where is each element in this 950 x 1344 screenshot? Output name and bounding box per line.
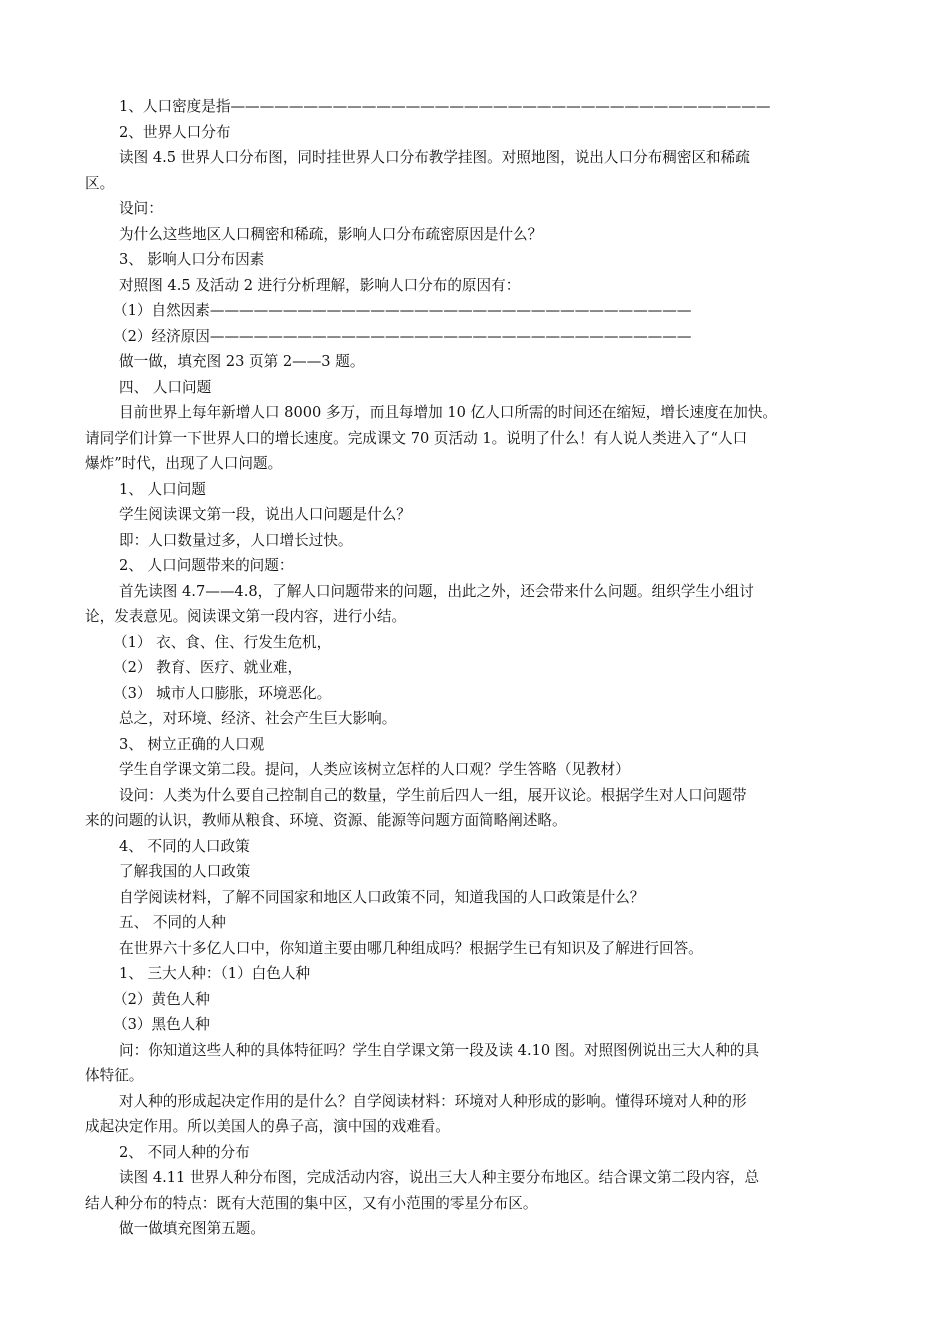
paragraph-read-figures-cont: 论，发表意见。阅读课文第一段内容，进行小结。 bbox=[85, 608, 407, 625]
paragraph-read-figure-4-11: 读图 4.11 世界人种分布图，完成活动内容，说出三大人种主要分布地区。结合课文第二段内容，总 bbox=[119, 1169, 760, 1186]
list-item-education: （2） 教育、医疗、就业难， bbox=[113, 659, 303, 676]
paragraph-population-growth-cont2: 爆炸”时代，出现了人口问题。 bbox=[85, 455, 283, 472]
paragraph-population-growth: 目前世界上每年新增人口 8000 多万，而且每增加 10 亿人口所需的时间还在缩短，增长速度在加快。 bbox=[119, 404, 778, 421]
list-item-black-race: （3）黑色人种 bbox=[113, 1016, 210, 1033]
item-economic-reasons: （2）经济原因————————————————————————————————— bbox=[113, 327, 692, 345]
heading-different-races: 五、 不同的人种 bbox=[119, 914, 226, 931]
paragraph-factors-analysis: 对照图 4.5 及活动 2 进行分析理解，影响人口分布的原因有： bbox=[119, 276, 521, 294]
paragraph-our-policy: 了解我国的人口政策 bbox=[119, 863, 251, 880]
exercise-fill-map: 做一做，填充图 23 页第 2——3 题。 bbox=[119, 353, 365, 370]
paragraph-race-features-cont: 体特征。 bbox=[85, 1067, 144, 1084]
paragraph-discussion-cont: 来的问题的认识，教师从粮食、环境、资源、能源等问题方面简略阐述略。 bbox=[85, 812, 567, 829]
subheading-problems-caused: 2、 人口问题带来的问题： bbox=[119, 557, 294, 574]
paragraph-races-question: 在世界六十多亿人口中，你知道主要由哪几种组成吗？根据学生已有知识及了解进行回答。 bbox=[119, 939, 703, 957]
paragraph-race-features: 问：你知道这些人种的具体特征吗？学生自学课文第一段及读 4.10 图。对照图例说出三大人种的具 bbox=[119, 1041, 760, 1059]
subheading-three-races: 1、 三大人种：（1）白色人种 bbox=[119, 965, 311, 982]
paragraph-discussion: 设问：人类为什么要自己控制自己的数量，学生前后四人一组，展开议论。根据学生对人口问题带 bbox=[119, 786, 747, 804]
paragraph-read-figure-4-11-cont: 结人种分布的特点：既有大范围的集中区，又有小范围的零星分布区。 bbox=[85, 1194, 538, 1212]
question-density-reasons: 为什么这些地区人口稠密和稀疏，影响人口分布疏密原因是什么？ bbox=[119, 225, 543, 243]
paragraph-read-figure-4-5: 读图 4.5 世界人口分布图，同时挂世界人口分布教学挂图。对照地图，说出人口分布稠密区和稀疏 bbox=[119, 149, 750, 166]
paragraph-read-figure-4-5-cont: 区。 bbox=[85, 174, 115, 192]
subheading-population-problem: 1、 人口问题 bbox=[119, 480, 206, 498]
list-item-yellow-race: （2）黄色人种 bbox=[113, 990, 210, 1008]
paragraph-answer: 即：人口数量过多，人口增长过快。 bbox=[119, 531, 353, 549]
question-label: 设问： bbox=[119, 200, 163, 217]
subheading-correct-view: 3、 树立正确的人口观 bbox=[119, 735, 265, 753]
item-natural-factors: （1）自然因素————————————————————————————————— bbox=[113, 302, 692, 319]
exercise-fill-fifth: 做一做填充图第五题。 bbox=[119, 1220, 265, 1237]
paragraph-read-first-section: 学生阅读课文第一段，说出人口问题是什么？ bbox=[119, 506, 411, 523]
paragraph-self-study: 学生自学课文第二段。提问，人类应该树立怎样的人口观？学生答略（见教材） bbox=[119, 761, 630, 778]
paragraph-race-formation-cont: 成起决定作用。所以美国人的鼻子高，演中国的戏难看。 bbox=[85, 1118, 450, 1135]
heading-population-problem: 四、 人口问题 bbox=[119, 378, 212, 396]
paragraph-read-figures-4-7-4-8: 首先读图 4.7——4.8，了解人口问题带来的问题，出此之外，还会带来什么问题。组织学生小组讨 bbox=[119, 582, 754, 600]
document-body bbox=[85, 94, 859, 1242]
heading-world-population-distribution: 2、世界人口分布 bbox=[119, 123, 231, 141]
list-item-crisis: （1） 衣、食、住、行发生危机， bbox=[113, 633, 332, 651]
subheading-race-distribution: 2、 不同人种的分布 bbox=[119, 1143, 250, 1161]
paragraph-population-growth-cont1: 请同学们计算一下世界人口的增长速度。完成课文 70 页活动 1。说明了什么！有人说人类进入了“人口 bbox=[85, 429, 748, 447]
list-item-city: （3） 城市人口膨胀，环境恶化。 bbox=[113, 684, 332, 702]
subheading-policies: 4、 不同的人口政策 bbox=[119, 837, 250, 855]
paragraph-race-formation: 对人种的形成起决定作用的是什么？自学阅读材料：环境对人种形成的影响。懂得环境对人种的形 bbox=[119, 1092, 747, 1110]
heading-distribution-factors: 3、 影响人口分布因素 bbox=[119, 251, 265, 268]
paragraph-summary: 总之，对环境、经济、社会产生巨大影响。 bbox=[119, 710, 397, 727]
paragraph-read-materials: 自学阅读材料，了解不同国家和地区人口政策不同，知道我国的人口政策是什么？ bbox=[119, 888, 645, 906]
line-population-density: 1、人口密度是指————————————————————————————————————— bbox=[119, 98, 771, 115]
